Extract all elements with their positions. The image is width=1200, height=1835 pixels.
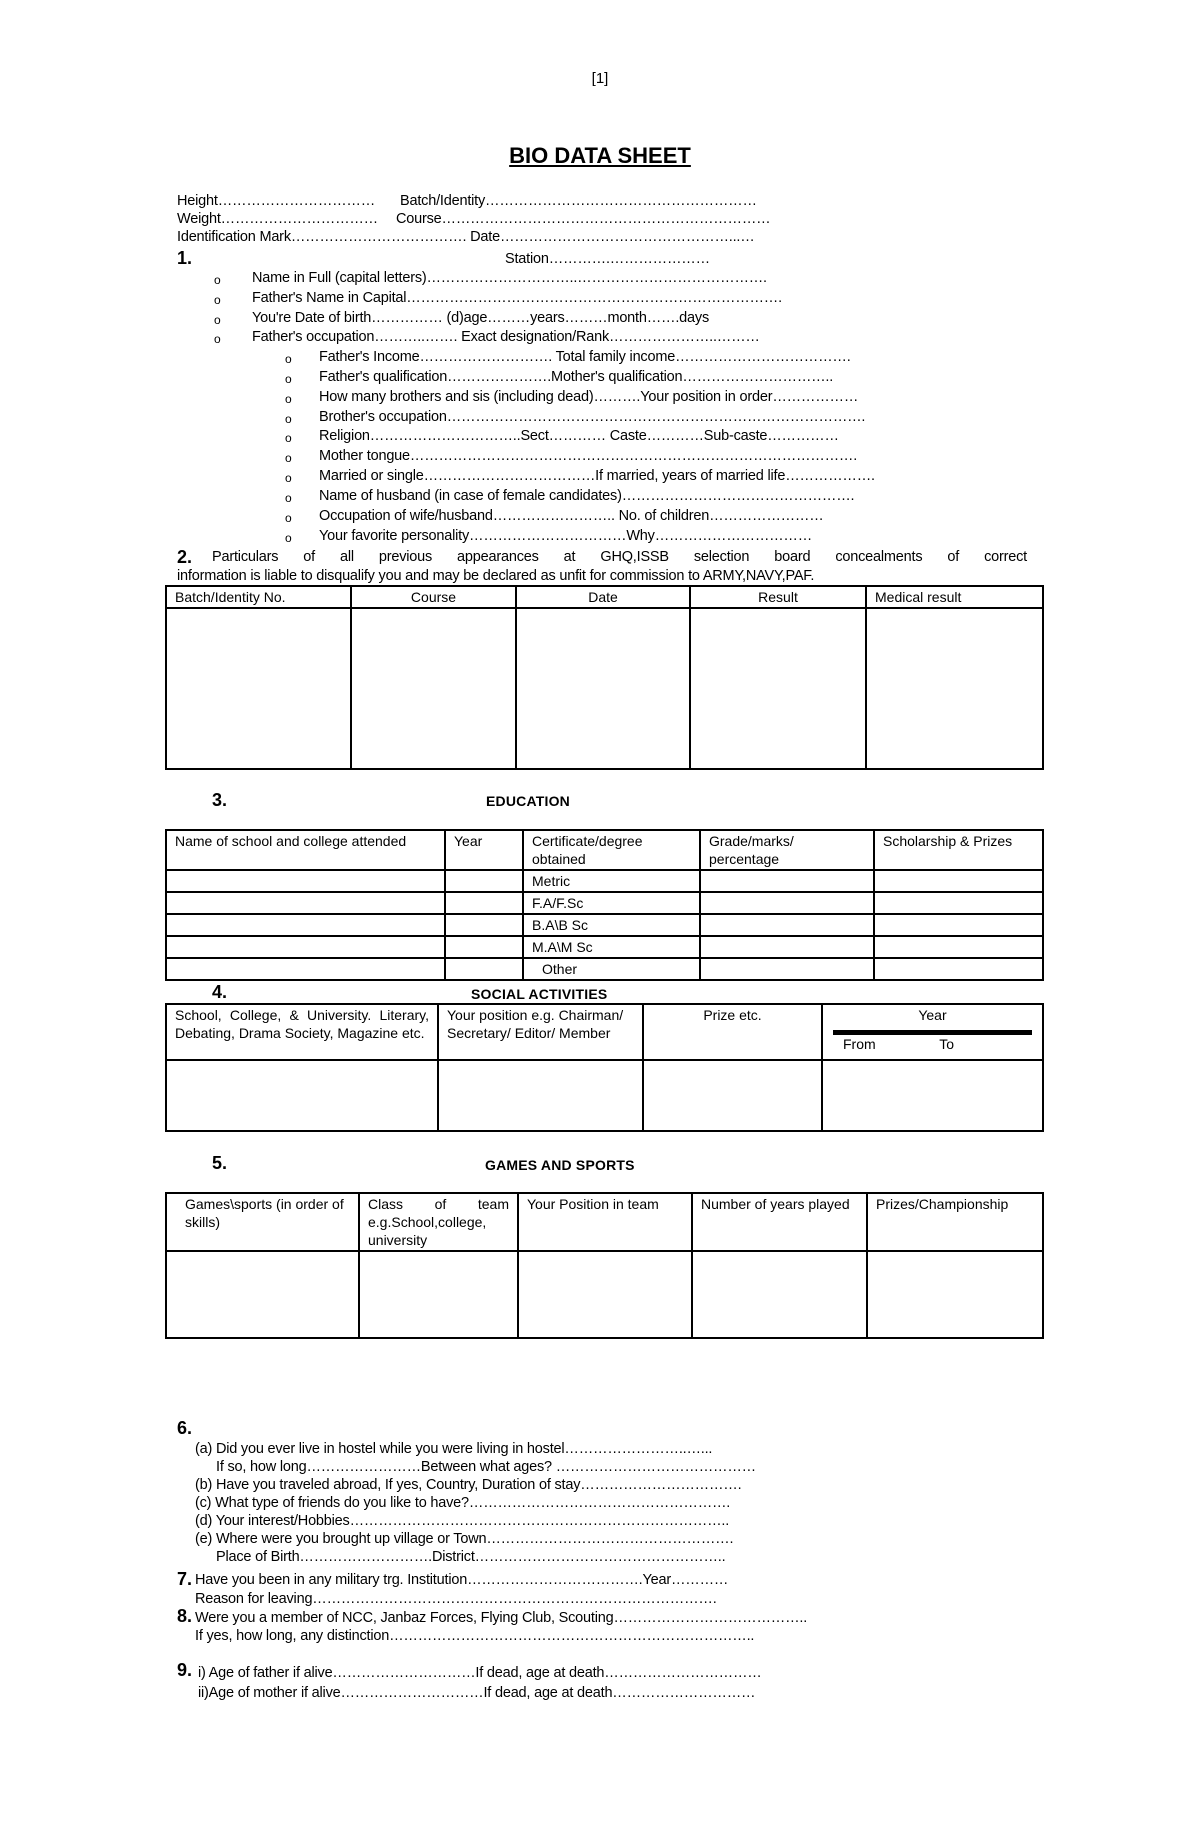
degree-label: M.A\M Sc (523, 936, 700, 958)
table-cell[interactable] (874, 892, 1043, 914)
table-header-cell: Your Position in team (518, 1193, 692, 1251)
table-cell[interactable] (700, 958, 874, 980)
table-cell[interactable] (445, 914, 523, 936)
year-label: Year (918, 1007, 947, 1023)
place-of-birth-field[interactable]: Place of Birth……………………….District…………………………………………….. (216, 1549, 726, 1565)
bullet-icon: o (285, 372, 292, 386)
bullet-icon: o (285, 491, 292, 505)
travel-abroad-question[interactable]: (b) Have you traveled abroad, If yes, Country, Duration of stay……………………………. (195, 1477, 742, 1493)
education-heading: EDUCATION (486, 793, 570, 809)
table-header-cell: Prizes/Championship (867, 1193, 1043, 1251)
table-cell[interactable] (700, 892, 874, 914)
games-and-sports-table (165, 1192, 1044, 1339)
table-cell[interactable] (445, 958, 523, 980)
bullet-icon: o (285, 511, 292, 525)
religion-field[interactable]: Religion…………………………..Sect………… Caste…………Sub-caste…………… (319, 428, 839, 444)
brother-occupation-field[interactable]: Brother's occupation……………………………………………………………………………. (319, 409, 866, 425)
bullet-icon: o (285, 451, 292, 465)
games-and-sports-heading: GAMES AND SPORTS (485, 1157, 635, 1173)
table-row (166, 914, 1043, 936)
table-header-cell: Grade/marks/ percentage (700, 830, 874, 870)
table-row (166, 958, 1043, 980)
table-cell[interactable] (874, 914, 1043, 936)
date-of-birth-field[interactable]: You're Date of birth…………… (d)age………years………month…….days (252, 310, 710, 326)
table-cell[interactable] (690, 608, 866, 769)
page-title: BIO DATA SHEET (509, 143, 691, 168)
hostel-question[interactable]: (a) Did you ever live in hostel while you were living in hostel……………………..…... (195, 1441, 713, 1457)
bullet-icon: o (214, 332, 221, 346)
table-header-cell: School, College, & University. Literary, Debating, Drama Society, Magazine etc. (166, 1004, 438, 1060)
table-header-cell: Your position e.g. Chairman/ Secretary/ Editor/ Member (438, 1004, 643, 1060)
table-cell[interactable] (692, 1251, 867, 1338)
section-9-number: 9. (177, 1660, 193, 1680)
name-in-full-field[interactable]: Name in Full (capital letters)…………………………..…………………………………. (252, 270, 767, 286)
table-cell[interactable] (866, 608, 1043, 769)
bullet-icon: o (285, 412, 292, 426)
social-activities-heading: SOCIAL ACTIVITIES (471, 986, 608, 1002)
table-cell[interactable] (700, 936, 874, 958)
table-header-cell: Date (516, 586, 690, 608)
table-cell[interactable] (166, 914, 445, 936)
section-7-number: 7. (177, 1569, 193, 1589)
bullet-icon: o (285, 471, 292, 485)
page-number: [1] (591, 70, 609, 87)
favorite-personality-field[interactable]: Your favorite personality……………………………Why…………………………… (319, 528, 813, 544)
section-2-number: 2. (177, 547, 193, 567)
table-row (166, 936, 1043, 958)
table-header-cell: Year (445, 830, 523, 870)
weight-field[interactable]: Weight…………………………… (177, 211, 378, 227)
bullet-icon: o (285, 392, 292, 406)
table-cell[interactable] (700, 870, 874, 892)
table-cell[interactable] (445, 892, 523, 914)
table-cell[interactable] (874, 958, 1043, 980)
previous-appearances-table (165, 585, 1044, 770)
section-4-number: 4. (212, 982, 228, 1002)
table-cell[interactable] (166, 936, 445, 958)
to-label: To (939, 1036, 954, 1052)
bullet-icon: o (285, 531, 292, 545)
table-header-cell: Course (351, 586, 516, 608)
degree-label: Metric (523, 870, 700, 892)
station-field[interactable]: Station………….………………… (505, 251, 710, 267)
table-header-cell: Class of team e.g.School,college, university (359, 1193, 518, 1251)
degree-label: F.A/F.Sc (523, 892, 700, 914)
section-6-number: 6. (177, 1418, 193, 1438)
table-header-cell: Result (690, 586, 866, 608)
table-header-cell: Number of years played (692, 1193, 867, 1251)
degree-label: B.A\B Sc (523, 914, 700, 936)
mother-tongue-field[interactable]: Mother tongue…………………………………………………………………………………. (319, 448, 858, 464)
friends-question[interactable]: (c) What type of friends do you like to have?………………………………………………. (195, 1495, 731, 1511)
brought-up-question[interactable]: (e) Where were you brought up village or Town……………………………………………. (195, 1531, 734, 1547)
table-cell[interactable] (822, 1060, 1043, 1131)
table-cell[interactable] (166, 1251, 359, 1338)
section-8-number: 8. (177, 1606, 193, 1626)
father-name-field[interactable]: Father's Name in Capital……………………………………………………………………. (252, 290, 782, 306)
section-3-number: 3. (212, 790, 228, 810)
military-training-question[interactable]: Have you been in any military trg. Institution……………………………….Year………… (195, 1572, 729, 1588)
bullet-icon: o (214, 313, 221, 327)
section-2-text-line-1: Particulars of all previous appearances at GHQ,ISSB selection board concealments of correct (212, 549, 1027, 565)
siblings-field[interactable]: How many brothers and sis (including dead)……….Your position in order……………… (319, 389, 859, 405)
table-cell[interactable] (438, 1060, 643, 1131)
father-income-field[interactable]: Father's Income………………………. Total family income………………………………. (319, 349, 851, 365)
year-header-cell (822, 1004, 1043, 1060)
spouse-occupation-field[interactable]: Occupation of wife/husband…………………….. No. of children…………………… (319, 508, 824, 524)
degree-label: Other (523, 958, 700, 980)
table-row (166, 870, 1043, 892)
from-label: From (843, 1036, 876, 1052)
table-row (166, 892, 1043, 914)
bullet-icon: o (285, 352, 292, 366)
year-range-labels (831, 1035, 1034, 1053)
father-occupation-field[interactable]: Father's occupation………..……. Exact designation/Rank…………………..……… (252, 329, 760, 345)
table-header-cell: Batch/Identity No. (166, 586, 351, 608)
bullet-icon: o (285, 431, 292, 445)
marital-status-field[interactable]: Married or single………………………………If married, years of married life………………. (319, 468, 875, 484)
table-cell[interactable] (445, 936, 523, 958)
table-cell[interactable] (516, 608, 690, 769)
father-age-field[interactable]: i) Age of father if alive…………………………If dead, age at death…………………………… (198, 1665, 762, 1681)
table-cell[interactable] (867, 1251, 1043, 1338)
table-cell[interactable] (351, 608, 516, 769)
table-cell[interactable] (166, 870, 445, 892)
table-header-cell: Games\sports (in order of skills) (166, 1193, 359, 1251)
table-header-cell: Certificate/degree obtained (523, 830, 700, 870)
table-cell[interactable] (166, 958, 445, 980)
section-1-number: 1. (177, 248, 193, 268)
table-header-cell: Scholarship & Prizes (874, 830, 1043, 870)
husband-name-field[interactable]: Name of husband (in case of female candidates)…………………………………………. (319, 488, 855, 504)
table-cell[interactable] (166, 608, 351, 769)
table-cell[interactable] (359, 1251, 518, 1338)
table-header-cell: Prize etc. (643, 1004, 822, 1060)
bullet-icon: o (214, 293, 221, 307)
social-activities-table (165, 1003, 1044, 1132)
table-header-cell: Medical result (866, 586, 1043, 608)
batch-identity-field[interactable]: Batch/Identity………………………………………………… (400, 193, 757, 209)
bullet-icon: o (214, 273, 221, 287)
identification-mark-field[interactable]: Identification Mark………………………………. Date…………………………………………...… (177, 229, 755, 245)
father-qualification-field[interactable]: Father's qualification………………….Mother's qualification………………………….. (319, 369, 834, 385)
table-cell[interactable] (518, 1251, 692, 1338)
table-cell[interactable] (874, 870, 1043, 892)
membership-distinction-field[interactable]: If yes, how long, any distinction………………………………………………………………….. (195, 1628, 755, 1644)
table-cell[interactable] (166, 1060, 438, 1131)
table-cell[interactable] (874, 936, 1043, 958)
mother-age-field[interactable]: ii)Age of mother if alive…………………………If dead, age at death………………………… (198, 1685, 756, 1701)
table-cell[interactable] (445, 870, 523, 892)
height-field[interactable]: Height…………………………… (177, 193, 376, 209)
section-2-text-line-2: information is liable to disqualify you and may be declared as unfit for commission to ARMY,NAVY,PAF. (177, 568, 815, 584)
section-5-number: 5. (212, 1153, 228, 1173)
hostel-duration-question[interactable]: If so, how long……………………Between what ages? …………………………………… (216, 1459, 756, 1475)
course-field[interactable]: Course…………………………………………………………… (396, 211, 771, 227)
reason-for-leaving-field[interactable]: Reason for leaving…………………………………………………………………………. (195, 1591, 717, 1607)
education-table (165, 829, 1044, 981)
table-header-cell: Name of school and college attended (166, 830, 445, 870)
table-cell[interactable] (700, 914, 874, 936)
ncc-membership-question[interactable]: Were you a member of NCC, Janbaz Forces, Flying Club, Scouting………………………………….. (195, 1610, 808, 1626)
table-cell[interactable] (643, 1060, 822, 1131)
hobbies-question[interactable]: (d) Your interest/Hobbies…………………………………………………………………….. (195, 1513, 730, 1529)
table-cell[interactable] (166, 892, 445, 914)
